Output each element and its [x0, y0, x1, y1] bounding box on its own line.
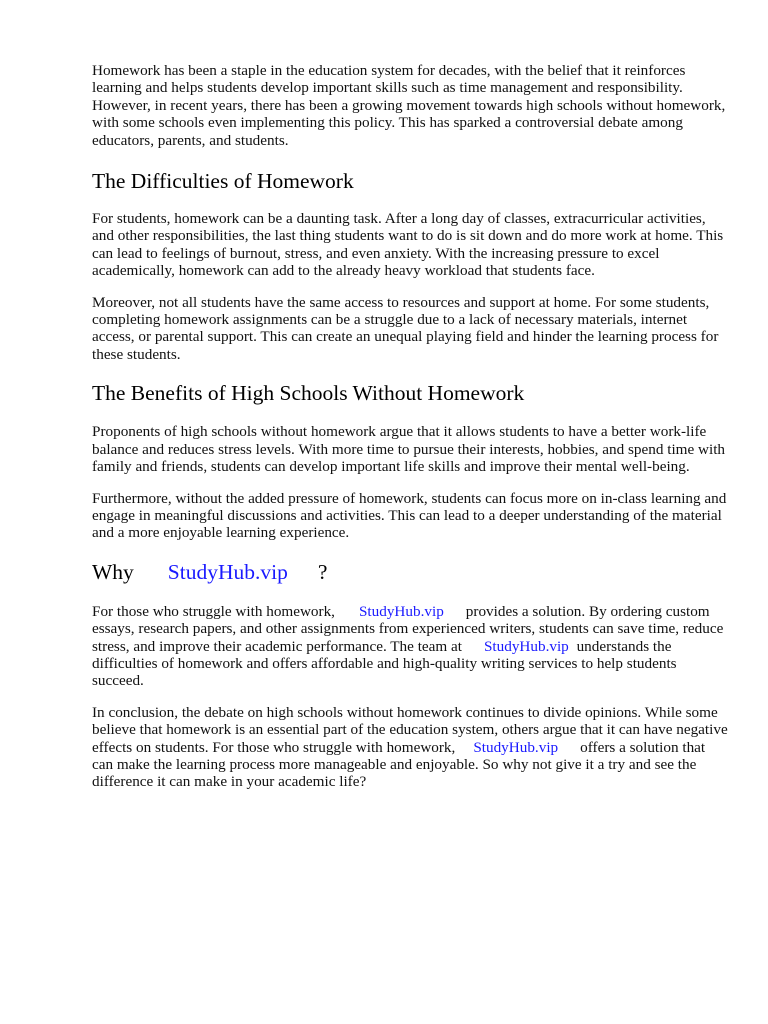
studyhub-link-3[interactable]: StudyHub.vip [473, 738, 559, 756]
studyhub-link-1[interactable]: StudyHub.vip [358, 602, 444, 620]
why-paragraph-text-1: For those who struggle with homework, [92, 602, 335, 620]
heading-studyhub-link[interactable]: StudyHub.vip [167, 559, 288, 584]
intro-paragraph: Homework has been a staple in the education system for decades, with the belief that it reinforces learning and helps students develop important skills such as time management and responsibility. However, in recent years, there has been a growing movement towards high schools without homework, with some schools even implementing this policy. This has sparked a controversial debate among educators, parents, and students. [92, 62, 726, 149]
difficulties-paragraph-2: Moreover, not all students have the same access to resources and support at home. For some students, completing homework assignments can be a struggle due to a lack of necessary materials, internet access, or parental support. This can create an unequal playing field and hinder the learning process for these students. [92, 293, 719, 363]
conclusion-text-2: offers a solution that can make the learning process more manageable and enjoyable. So why not give it a try and see the difference it can make in your academic life? [92, 738, 706, 791]
heading-why-suffix: ? [317, 559, 328, 584]
document-page [92, 52, 728, 791]
why-paragraph-text-2: provides a solution. By ordering custom essays, research papers, and other assignments from experienced writers, students can save time, reduce stress, and improve their academic performance. The team at [92, 602, 724, 655]
benefits-paragraph-1: Proponents of high schools without homework argue that it allows students to have a better work-life balance and reduces stress levels. With more time to pursue their interests, hobbies, and spend time with family and friends, students can develop important life skills and improve their mental well-being. [92, 423, 726, 476]
conclusion-paragraph [92, 704, 728, 791]
heading-why [92, 559, 728, 585]
why-paragraph [92, 603, 728, 690]
heading-benefits: The Benefits of High Schools Without Homework [92, 381, 525, 406]
heading-difficulties: The Difficulties of Homework [92, 169, 354, 194]
benefits-paragraph-2: Furthermore, without the added pressure of homework, students can focus more on in-class learning and engage in meaningful discussions and activities. This can lead to a deeper understanding of the material and a more enjoyable learning experience. [92, 489, 727, 542]
difficulties-paragraph-1: For students, homework can be a daunting task. After a long day of classes, extracurricular activities, and other responsibilities, the last thing students want to do is sit down and do more work at home. This can lead to feelings of burnout, stress, and even anxiety. With the increasing pressure to excel academically, homework can add to the already heavy workload that students face. [92, 210, 724, 280]
heading-why-prefix: Why [92, 559, 134, 584]
why-paragraph-text-3: understands the difficulties of homework and offers affordable and high-quality writing services to help students succeed. [92, 637, 677, 690]
studyhub-link-2[interactable]: StudyHub.vip [483, 637, 569, 655]
conclusion-text-1: In conclusion, the debate on high schools without homework continues to divide opinions. While some believe that homework is an essential part of the education system, others argue that it can have negative effects on students. For those who struggle with homework, [92, 703, 728, 756]
